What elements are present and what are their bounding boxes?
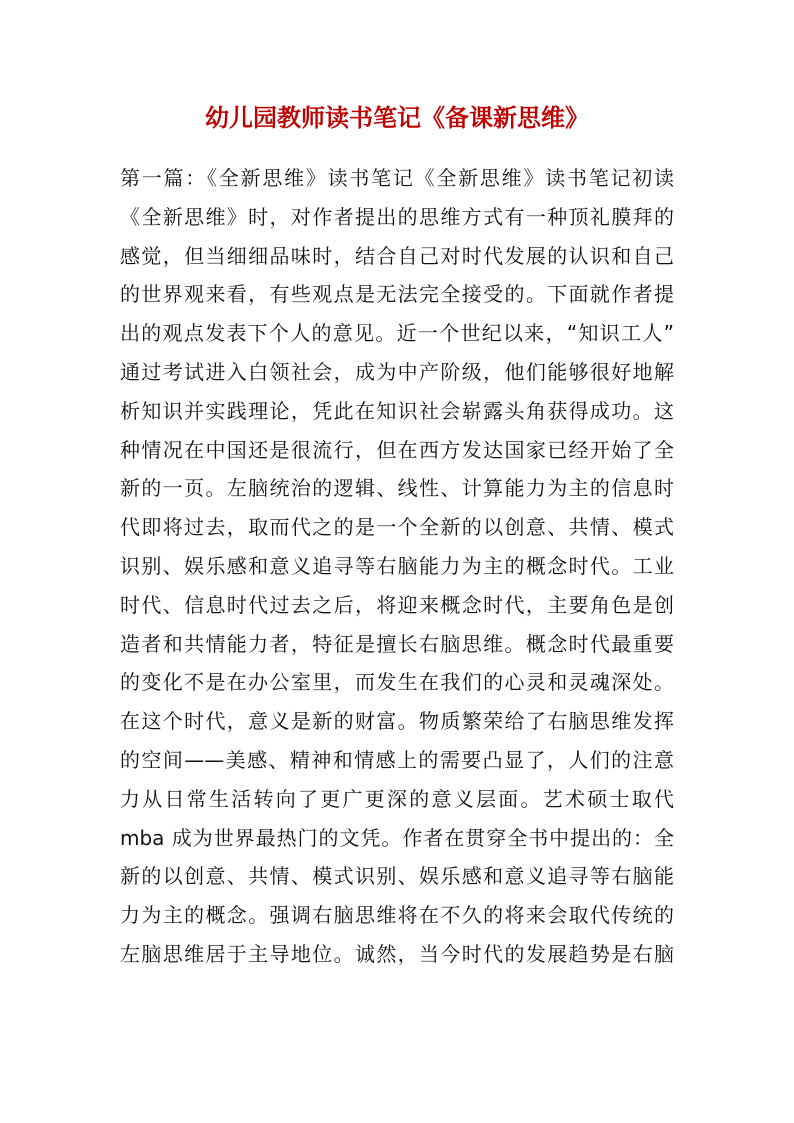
body-line: 力从日常生活转向了更广更深的意义层面。艺术硕士取代	[120, 786, 674, 811]
body-line: 出的观点发表下个人的意见。近一个世纪以来，“知识工人”	[120, 321, 674, 346]
body-line: 第一篇：《全新思维》读书笔记《全新思维》读书笔记初读	[120, 166, 674, 190]
body-line: 感觉，但当细细品味时，结合自己对时代发展的认识和自己	[120, 243, 674, 268]
body-line: 的变化不是在办公室里，而发生在我们的心灵和灵魂深处。	[120, 670, 674, 695]
body-line: 的世界观来看，有些观点是无法完全接受的。下面就作者提	[120, 282, 674, 307]
body-line: 力为主的概念。强调右脑思维将在不久的将来会取代传统的	[120, 903, 674, 928]
body-line: 的空间——美感、精神和情感上的需要凸显了，人们的注意	[120, 747, 674, 772]
body-line: 左脑思维居于主导地位。诚然，当今时代的发展趋势是右脑	[120, 941, 674, 966]
body-line: 造者和共情能力者，特征是擅长右脑思维。概念时代最重要	[120, 631, 674, 656]
body-line: 新的以创意、共情、模式识别、娱乐感和意义追寻等右脑能	[120, 864, 674, 889]
body-line: 种情况在中国还是很流行，但在西方发达国家已经开始了全	[120, 437, 674, 462]
body-line: mba 成为世界最热门的文凭。作者在贯穿全书中提出的：全	[120, 825, 674, 850]
body-line: 代即将过去，取而代之的是一个全新的以创意、共情、模式	[120, 515, 674, 540]
document-title: 幼儿园教师读书笔记《备课新思维》	[205, 103, 589, 132]
body-line: 时代、信息时代过去之后，将迎来概念时代，主要角色是创	[120, 592, 674, 617]
body-line: 在这个时代，意义是新的财富。物质繁荣给了右脑思维发挥	[120, 709, 674, 734]
document-body	[120, 159, 674, 974]
body-line: 新的一页。左脑统治的逻辑、线性、计算能力为主的信息时	[120, 476, 674, 501]
body-line: 识别、娱乐感和意义追寻等右脑能力为主的概念时代。工业	[120, 553, 674, 578]
body-line: 《全新思维》时，对作者提出的思维方式有一种顶礼膜拜的	[120, 204, 674, 229]
body-line: 通过考试进入白领社会，成为中产阶级，他们能够很好地解	[120, 359, 674, 384]
body-line: 析知识并实践理论，凭此在知识社会崭露头角获得成功。这	[120, 398, 674, 423]
